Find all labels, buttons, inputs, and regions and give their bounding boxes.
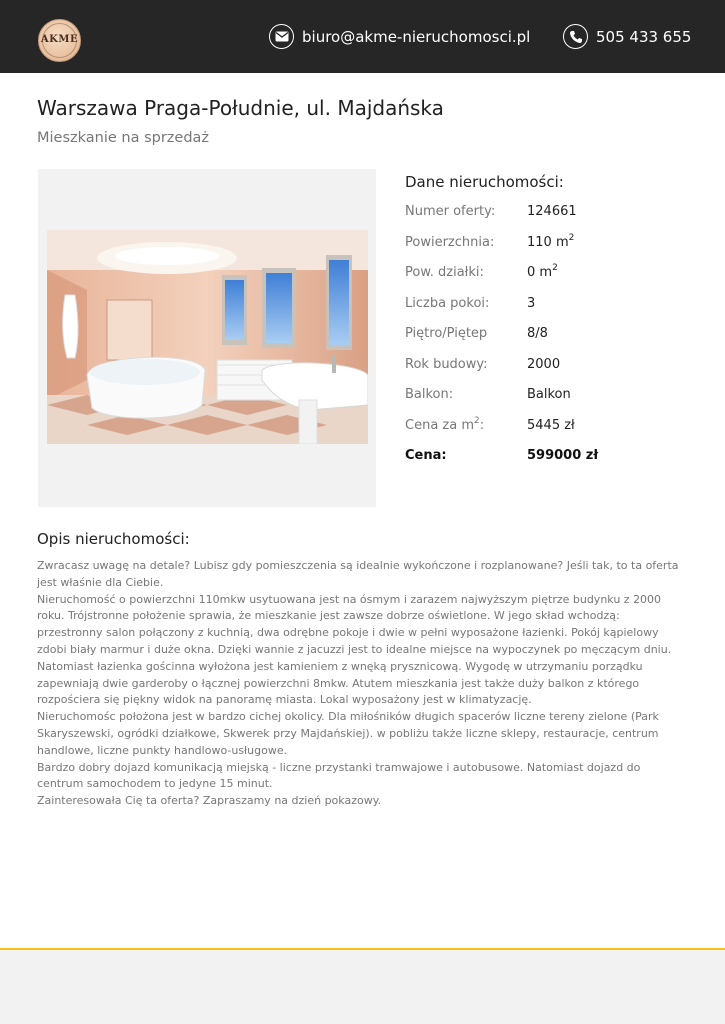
detail-label: Pow. działki: xyxy=(405,265,484,280)
detail-row-plot-area xyxy=(405,265,705,285)
detail-label: Cena za m xyxy=(405,418,474,433)
description-paragraph: Bardzo dobry dojazd komunikacją miejską - liczne przystanki tramwajowe i autobusowe. Natomiast dojazd do centrum samochodem to jedyne 15 minut. xyxy=(37,760,641,791)
detail-value: 2000 xyxy=(527,357,561,372)
detail-label-wrap xyxy=(405,418,484,433)
detail-value: 110 m xyxy=(527,235,569,250)
detail-row-price xyxy=(405,448,705,468)
site-header xyxy=(0,0,725,73)
description-paragraph: Nieruchomośc położona jest w bardzo cichej okolicy. Dla miłośników długich spacerów liczne tereny zielone (Park Skaryszewski, ogródki działkowe, Skwerek przy Majdańskiej). w pobliżu także liczne sklepy, restauracje, centrum handlowe, liczne punkty handlowo-usługowe. xyxy=(37,710,659,757)
detail-row-build-year xyxy=(405,357,705,377)
detail-value: 0 m xyxy=(527,265,553,280)
price-value: 599000 zł xyxy=(527,448,599,463)
akme-logo[interactable] xyxy=(38,19,81,62)
phone-number[interactable]: 505 433 655 xyxy=(596,27,692,46)
detail-row-floor xyxy=(405,326,705,346)
detail-value: 124661 xyxy=(527,204,577,219)
photo-frame xyxy=(38,169,376,507)
detail-label: Liczba pokoi: xyxy=(405,296,490,311)
detail-value-wrap xyxy=(527,265,558,280)
detail-row-area xyxy=(405,235,705,255)
detail-row-balcony xyxy=(405,387,705,407)
detail-row-rooms xyxy=(405,296,705,316)
detail-label: Cena: xyxy=(405,448,447,463)
detail-value: 3 xyxy=(527,296,536,311)
detail-value-sup: 2 xyxy=(568,233,575,243)
detail-label: Balkon: xyxy=(405,387,454,402)
envelope-icon xyxy=(269,24,294,49)
phone-contact[interactable] xyxy=(563,24,691,49)
page-footer xyxy=(0,950,725,1024)
detail-label-sup: 2 xyxy=(474,416,480,426)
detail-value: Balkon xyxy=(527,387,571,402)
details-title: Dane nieruchomości: xyxy=(405,173,564,191)
description-paragraph: Zwracasz uwagę na detale? Lubisz gdy pomieszczenia są idealnie wykończone i rozplanowane? Jeśli tak, to ta oferta jest właśnie dla Ciebie. xyxy=(37,559,679,589)
detail-label-suffix: : xyxy=(479,418,485,433)
detail-label: Piętro/Piętер xyxy=(405,326,488,341)
detail-row-offer-number xyxy=(405,204,705,224)
detail-row-price-per-m2 xyxy=(405,418,705,438)
detail-value: 5445 zł xyxy=(527,418,575,433)
bathroom-photo[interactable] xyxy=(47,230,368,444)
description-body xyxy=(37,558,687,810)
detail-value-sup: 2 xyxy=(552,263,558,273)
description-title: Opis nieruchomości: xyxy=(37,530,190,548)
listing-subtitle: Mieszkanie na sprzedaż xyxy=(37,130,210,146)
detail-label: Rok budowy: xyxy=(405,357,488,372)
logo-text: AKME xyxy=(40,34,79,45)
phone-icon xyxy=(563,24,588,49)
email-contact[interactable] xyxy=(269,24,530,49)
description-paragraph: Zainteresowała Cię ta oferta? Zapraszamy na dzień pokazowy. xyxy=(37,794,382,808)
detail-value-wrap xyxy=(527,235,574,250)
detail-label: Numer oferty: xyxy=(405,204,496,219)
email-address[interactable]: biuro@akme-nieruchomosci.pl xyxy=(302,27,531,46)
description-paragraph: Nieruchomość o powierzchni 110mkw usytuowana jest na ósmym i zarazem najwyższym piętrze budynku z 2000 roku. Trójstronne położenie sprawia, że mieszkanie jest zawsze dobrze oświetlone. W jego skład wchodzą: przestronny salon połączony z kuchnią, dwa odrębne pokoje i dwie w pełni wyposażone łazienki. Pokój kąpielowy zdobi biały marmur i duże okna. Dzięki wannie z jacuzzi jest to idealne miejsce na wypoczynek po męczącym dniu. Natomiast łazienka gościnna wyłożona jest kamieniem z wnęką prysznicową. Wygodę w utrzymaniu porządku zapewniają dwie garderoby o łącznej powierzchni 8mkw. Atutem mieszkania jest także duży balkon z którego rozpościera się piękny widok na panoramę miasta. Lokal wyposażony jest w klimatyzację. xyxy=(37,592,672,707)
detail-label: Powierzchnia: xyxy=(405,235,495,250)
listing-title: Warszawa Praga-Południe, ul. Majdańska xyxy=(37,96,444,120)
detail-value: 8/8 xyxy=(527,326,548,341)
